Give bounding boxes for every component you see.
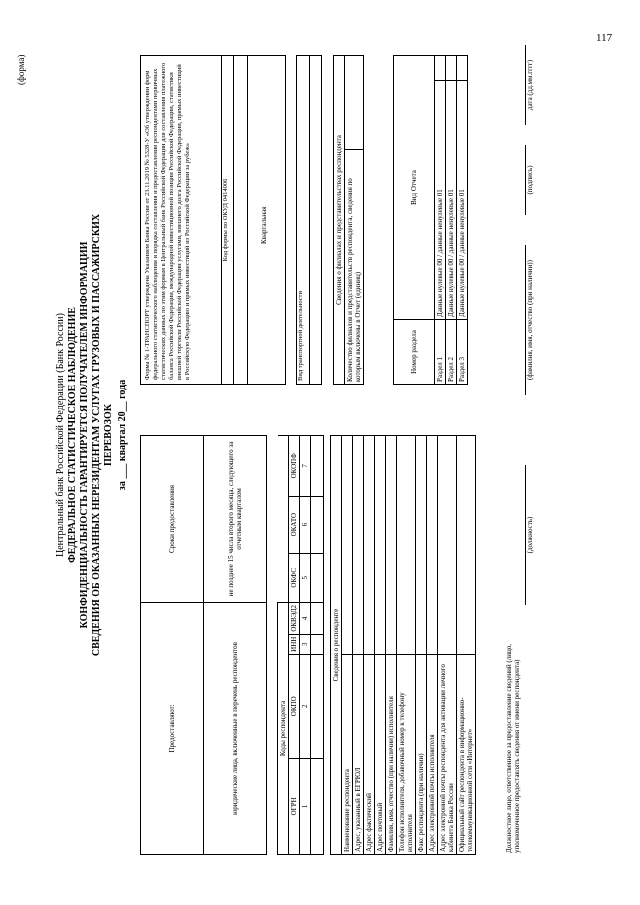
date-line: дата (дд.мм.гггг) [525,45,534,125]
codes-header: Коды респондента [278,602,289,854]
position-line: (должность) [525,465,534,605]
info-row: Фамилия, имя, отчество (при наличии) исполнителя [386,654,397,854]
section-num: Раздел 3 [457,320,468,385]
form-header [55,195,115,675]
section-value[interactable] [435,56,446,81]
section-value[interactable] [457,56,468,81]
info-row: Наименование респондента [342,654,353,854]
code-col: ОКФС [289,553,300,602]
branches-header: Сведения о филиалах и представительствах респондента [334,56,345,385]
code-num: 7 [300,436,311,497]
code-num: 6 [300,496,311,553]
branches-count-value[interactable] [345,56,364,150]
code-num: 4 [300,602,311,634]
code-col: ОКОПФ [289,436,300,497]
section-num: Раздел 2 [446,320,457,385]
respondent-table [140,435,476,855]
sections-table [393,55,468,385]
form-label: (форма) [16,54,26,85]
approval-note: Форма № 1-ТРАНСПОРТ утверждена Указанием Банка России от 23.11.2019 № 5328-У «Об утверждении форм федерального статистического наблюдения и порядка составления и предоставления респондентами первичных статистических данных по этим формам в Центральный банк Российской Федерации для составления платежного баланса Российской Федерации, международной инвестиционной позиции Российской Федерации, статистики внешней торговли Российской Федерации услугами, внешнего долга Российской Федерации, прямых инвестиций в Российскую Федерацию и прямых инвестиций из Российской Федерации за рубеж» [140,55,222,385]
code-col: ОКПО [289,654,300,758]
info-row: Адрес электронной почты исполнителя [427,654,438,854]
info-row: Адрес, указанный в ЕГРЮЛ [353,654,364,854]
info-row: Телефон исполнителя, добавочный номер к телефону исполнителя [397,654,416,854]
deadline-header: Сроки предоставления [141,436,204,603]
header-line-4: СВЕДЕНИЯ ОБ ОКАЗАННЫХ НЕРЕЗИДЕНТАМ УСЛУГАХ ГРУЗОВЫХ И ПАССАЖИРСКИХ ПЕРЕВОЗОК [91,213,114,657]
signature-intro: Должностное лицо, ответственное за предоставление сведений (лицо, уполномоченное предоставлять сведения от имени респондента) [505,644,521,853]
quarterly-box [248,55,286,385]
info-row: Факс респондента (при наличии) [416,654,427,854]
okud-value-box [234,55,248,385]
info-row: Официальный сайт респондента в информационно-телекоммуникационной сети «Интернет» [457,654,476,854]
code-col: ОГРН [289,758,300,854]
provides-header: Предоставляют: [141,602,204,854]
header-line-1: Центральный банк Российской Федерации (Банк России) [55,313,66,557]
info-header: Сведения о респонденте [331,436,342,855]
code-num: 2 [300,654,311,758]
header-line-3: КОНФИДЕНЦИАЛЬНОСТЬ ГАРАНТИРУЕТСЯ ПОЛУЧАТЕЛЕМ ИНФОРМАЦИИ [79,241,90,629]
deadline-text: не позднее 15 числа второго месяца, следующего за отчетным кварталом [204,436,267,603]
section-kind: Данные нулевые 00 / данные ненулевые 01 [435,81,446,320]
branches-table [333,55,364,385]
header-line-2: ФЕДЕРАЛЬНОЕ СТАТИСТИЧЕСКОЕ НАБЛЮДЕНИЕ [67,307,78,563]
info-row: Адрес почтовый [375,654,386,854]
report-period: за ___ квартал 20__ года [117,379,128,491]
section-num: Раздел 1 [435,320,446,385]
page-number: 117 [596,32,613,44]
quarterly-label: Квартальная [260,206,268,244]
provider-text: юридические лица, включенные в перечень респондентов [204,602,267,854]
section-value[interactable] [446,56,457,81]
code-num: 3 [300,634,311,654]
code-num: 5 [300,553,311,602]
code-col: ОКАТО [289,496,300,553]
info-row: Адрес фактический [364,654,375,854]
okud-code: Код формы по ОКУД 0414006 [222,55,234,385]
code-num: 1 [300,758,311,854]
branches-count-label: Количество филиалов и представительств респондента, сведения по которым включены в Отчет (единиц) [345,150,364,385]
section-num-header: Номер раздела [394,320,435,385]
code-col: ИНН [289,634,300,654]
section-kind: Данные нулевые 00 / данные ненулевые 01 [446,81,457,320]
code-col: ОКВЭД2 [289,602,300,634]
section-kind: Данные нулевые 00 / данные ненулевые 01 [457,81,468,320]
transport-value-box [310,55,322,385]
report-kind-header: Вид Отчета [394,56,435,320]
transport-activity: Вид транспортной деятельности [296,55,310,385]
fio-line: (фамилия, имя, отчество (при наличии)) [525,245,534,395]
info-row: Адрес электронной почты респондента для активации личного кабинета Банка России [438,654,457,854]
sign-line: (подпись) [525,145,534,215]
